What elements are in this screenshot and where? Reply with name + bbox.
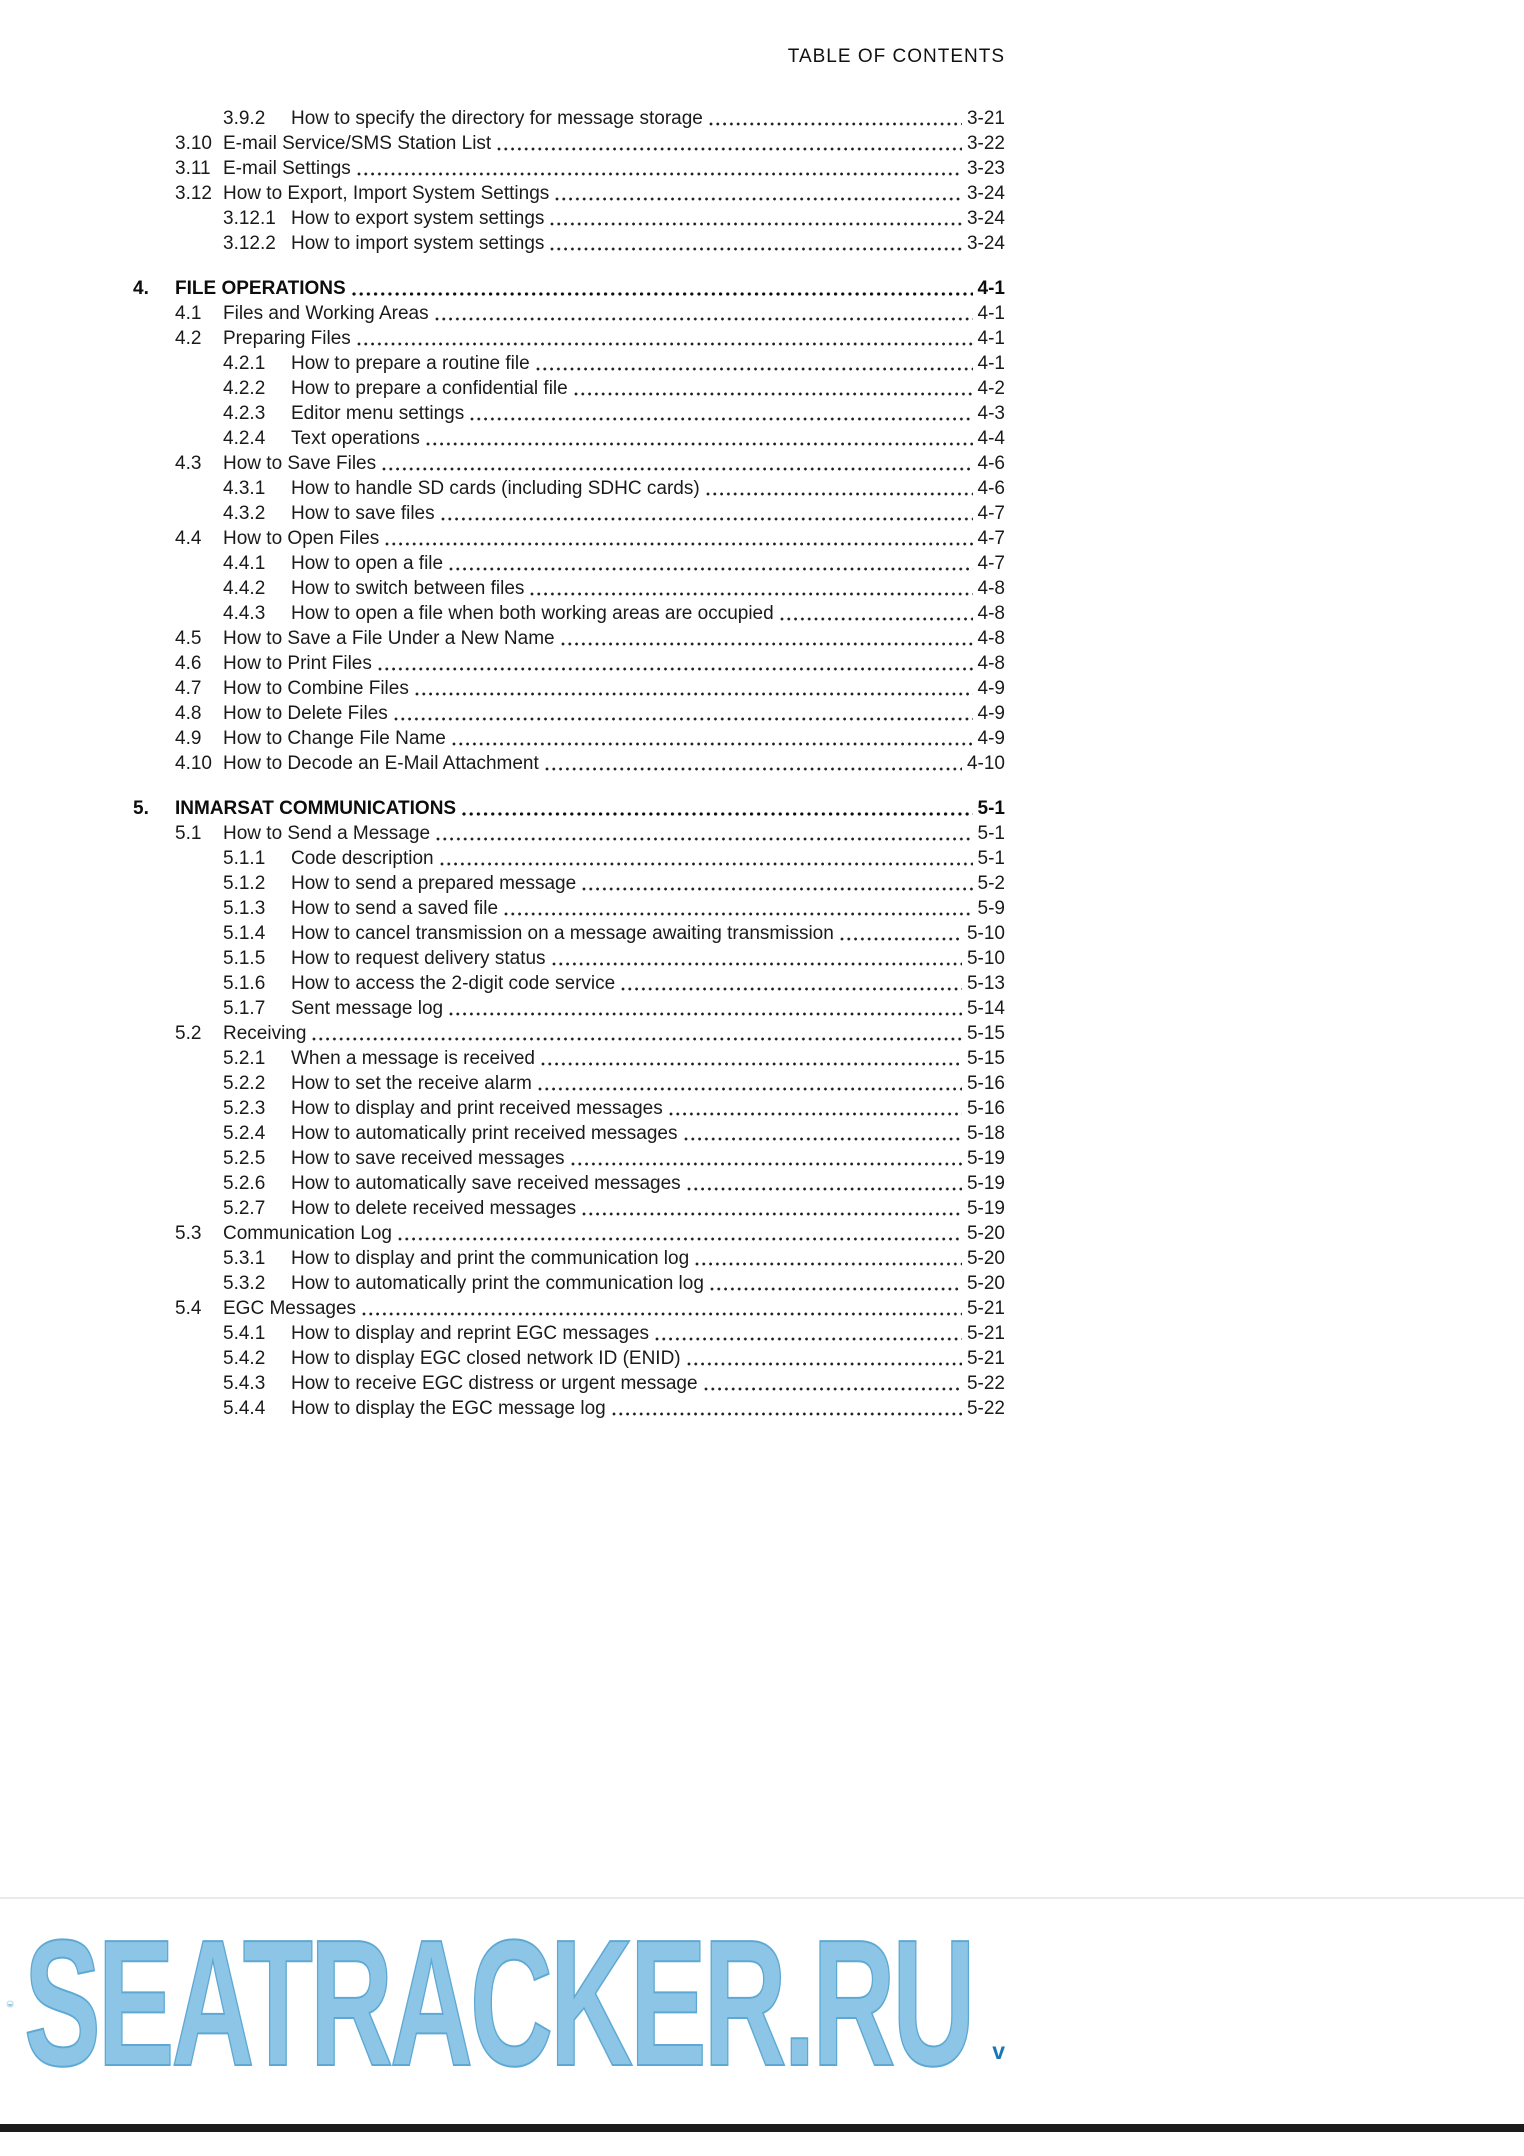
toc-entry-title: Preparing Files <box>223 328 351 349</box>
toc-entry-title: How to prepare a confidential file <box>291 378 568 399</box>
toc-entry-number: 4.4.3 <box>223 603 266 624</box>
toc-leader-dots <box>494 131 965 156</box>
toc-entry-number: 4.4.2 <box>223 578 266 599</box>
toc-entry-number: 5.1 <box>175 823 202 844</box>
toc-entry-title: How to send a saved file <box>291 898 499 919</box>
toc-entry-page: 5-1 <box>977 798 1005 819</box>
toc-entry-title: How to display the EGC message log <box>291 1398 606 1419</box>
toc-row <box>133 846 1005 871</box>
toc-leader-dots <box>777 601 976 626</box>
toc-row <box>133 676 1005 701</box>
toc-entry-number: 5.1.3 <box>223 898 266 919</box>
toc-row <box>133 426 1005 451</box>
toc-entry-page: 5-10 <box>966 948 1005 969</box>
toc-row <box>133 1246 1005 1271</box>
toc-leader-dots <box>701 1371 965 1396</box>
toc-entry-title: How to receive EGC distress or urgent message <box>291 1373 698 1394</box>
toc-row <box>133 451 1005 476</box>
toc-leader-dots <box>354 326 976 351</box>
toc-entry-page: 4-6 <box>977 453 1005 474</box>
toc-leader-dots <box>579 871 975 896</box>
toc-entry-title: How to Decode an E-Mail Attachment <box>223 753 539 774</box>
toc-leader-dots <box>547 231 965 256</box>
toc-entry-number: 5. <box>133 798 149 819</box>
toc-entry-number: 4. <box>133 278 149 299</box>
toc-entry-title: How to Change File Name <box>223 728 446 749</box>
toc-row <box>133 626 1005 651</box>
toc-entry-number: 3.12.2 <box>223 233 276 254</box>
toc-entry-number: 5.2.1 <box>223 1048 266 1069</box>
toc-row <box>133 156 1005 181</box>
toc-leader-dots <box>395 1221 965 1246</box>
toc-entry-page: 5-13 <box>966 973 1005 994</box>
toc-entry-number: 4.3 <box>175 453 202 474</box>
toc-entry-number: 4.9 <box>175 728 202 749</box>
toc-row <box>133 726 1005 751</box>
toc-row <box>133 1046 1005 1071</box>
toc-row <box>133 326 1005 351</box>
toc-row <box>133 651 1005 676</box>
toc-row <box>133 501 1005 526</box>
toc-entry-page: 5-22 <box>966 1373 1005 1394</box>
toc-entry-page: 5-15 <box>966 1023 1005 1044</box>
toc-entry-number: 3.12 <box>175 183 212 204</box>
toc-entry-number: 5.1.5 <box>223 948 266 969</box>
toc-entry-title: How to Open Files <box>223 528 380 549</box>
toc-row <box>133 751 1005 776</box>
toc-entry-title: How to Combine Files <box>223 678 409 699</box>
toc-entry-page: 4-7 <box>977 553 1005 574</box>
toc-leader-dots <box>359 1296 965 1321</box>
toc-entry-page: 4-8 <box>977 603 1005 624</box>
toc-leader-dots <box>432 301 976 326</box>
toc-row <box>133 181 1005 206</box>
toc-entry-number: 3.12.1 <box>223 208 276 229</box>
toc-entry-page: 4-9 <box>977 678 1005 699</box>
toc-entry-title: How to open a file when both working areas are occupied <box>291 603 774 624</box>
toc-entry-page: 5-1 <box>977 823 1005 844</box>
toc-row <box>133 576 1005 601</box>
toc-entry-page: 3-23 <box>966 158 1005 179</box>
toc-entry-page: 5-14 <box>966 998 1005 1019</box>
toc-entry-title: How to Save a File Under a New Name <box>223 628 555 649</box>
toc-entry-title: INMARSAT COMMUNICATIONS <box>175 798 457 819</box>
toc-leader-dots <box>535 1071 965 1096</box>
toc-row <box>133 1021 1005 1046</box>
toc-entry-title: Code description <box>291 848 434 869</box>
toc-leader-dots <box>547 206 965 231</box>
toc-entry-page: 4-1 <box>977 303 1005 324</box>
toc-leader-dots <box>666 1096 965 1121</box>
toc-leader-dots <box>568 1146 965 1171</box>
toc-leader-dots <box>391 701 976 726</box>
toc-row <box>133 1296 1005 1321</box>
toc-entry-page: 5-21 <box>966 1298 1005 1319</box>
toc-entry-page: 4-1 <box>977 328 1005 349</box>
toc-leader-dots <box>652 1321 965 1346</box>
toc-entry-title: How to set the receive alarm <box>291 1073 532 1094</box>
toc-entry-page: 3-22 <box>966 133 1005 154</box>
toc-row <box>133 301 1005 326</box>
toc-entry-title: EGC Messages <box>223 1298 357 1319</box>
toc-entry-number: 5.2.6 <box>223 1173 266 1194</box>
scan-artifact-bottom-edge <box>0 2124 1524 2132</box>
toc-entry-number: 5.4.1 <box>223 1323 266 1344</box>
toc-row <box>133 231 1005 256</box>
toc-entry-page: 3-24 <box>966 233 1005 254</box>
toc-row <box>133 701 1005 726</box>
toc-row <box>133 401 1005 426</box>
toc-leader-dots <box>375 651 976 676</box>
toc-entry-title: Text operations <box>291 428 420 449</box>
toc-entry-page: 5-9 <box>977 898 1005 919</box>
toc-entry-title: Editor menu settings <box>291 403 465 424</box>
toc-entry-title: When a message is received <box>291 1048 535 1069</box>
toc-entry-title: Communication Log <box>223 1223 392 1244</box>
toc-entry-title: How to display and reprint EGC messages <box>291 1323 649 1344</box>
toc-entry-title: How to delete received messages <box>291 1198 577 1219</box>
toc-entry-title: How to specify the directory for message storage <box>291 108 703 129</box>
toc-entry-title: How to Send a Message <box>223 823 431 844</box>
toc-entry-page: 5-19 <box>966 1198 1005 1219</box>
toc-entry-number: 4.2.4 <box>223 428 266 449</box>
toc-entry-number: 3.10 <box>175 133 212 154</box>
toc-entry-number: 5.2 <box>175 1023 202 1044</box>
toc-entry-title: How to request delivery status <box>291 948 546 969</box>
toc-entry-title: How to Print Files <box>223 653 372 674</box>
toc-entry-page: 5-19 <box>966 1148 1005 1169</box>
toc-entry-page: 4-8 <box>977 578 1005 599</box>
toc-entry-title: How to display and print received messages <box>291 1098 663 1119</box>
toc-leader-dots <box>571 376 976 401</box>
toc-entry-page: 4-4 <box>977 428 1005 449</box>
toc-row <box>133 1171 1005 1196</box>
toc-entry-title: Sent message log <box>291 998 444 1019</box>
toc-entry-number: 5.2.3 <box>223 1098 266 1119</box>
toc-row <box>133 351 1005 376</box>
toc-list <box>133 106 1005 1421</box>
toc-entry-number: 4.7 <box>175 678 202 699</box>
toc-entry-number: 4.2.3 <box>223 403 266 424</box>
toc-row <box>133 1071 1005 1096</box>
toc-row <box>133 1121 1005 1146</box>
toc-row <box>133 476 1005 501</box>
toc-entry-number: 3.9.2 <box>223 108 266 129</box>
toc-leader-dots <box>438 501 976 526</box>
toc-entry-title: How to handle SD cards (including SDHC cards) <box>291 478 700 499</box>
toc-entry-number: 4.2 <box>175 328 202 349</box>
toc-entry-number: 4.3.2 <box>223 503 266 524</box>
toc-row <box>133 996 1005 1021</box>
toc-leader-dots <box>467 401 975 426</box>
toc-leader-dots <box>533 351 976 376</box>
toc-leader-dots <box>538 1046 965 1071</box>
toc-leader-dots <box>579 1196 965 1221</box>
toc-row <box>133 1221 1005 1246</box>
toc-entry-number: 5.4.3 <box>223 1373 266 1394</box>
toc-entry-number: 5.2.2 <box>223 1073 266 1094</box>
toc-entry-page: 4-8 <box>977 653 1005 674</box>
toc-entry-title: How to save files <box>291 503 435 524</box>
sun-logo-icon <box>6 1900 14 2108</box>
toc-leader-dots <box>706 106 965 131</box>
toc-entry-number: 4.3.1 <box>223 478 266 499</box>
toc-leader-dots <box>837 921 965 946</box>
toc-leader-dots <box>459 796 975 821</box>
toc-entry-number: 5.1.1 <box>223 848 266 869</box>
toc-entry-title: How to display and print the communication log <box>291 1248 690 1269</box>
toc-leader-dots <box>382 526 975 551</box>
toc-leader-dots <box>527 576 975 601</box>
toc-entry-number: 4.10 <box>175 753 212 774</box>
toc-row <box>133 1271 1005 1296</box>
toc-row <box>133 1371 1005 1396</box>
toc-leader-dots <box>549 946 965 971</box>
toc-entry-number: 4.1 <box>175 303 202 324</box>
page-header-title: TABLE OF CONTENTS <box>787 46 1005 67</box>
toc-entry-title: How to Delete Files <box>223 703 388 724</box>
toc-entry-page: 5-18 <box>966 1123 1005 1144</box>
toc-entry-title: How to export system settings <box>291 208 545 229</box>
toc-leader-dots <box>707 1271 965 1296</box>
toc-entry-number: 4.5 <box>175 628 202 649</box>
toc-entry-title: How to open a file <box>291 553 444 574</box>
toc-entry-page: 5-20 <box>966 1223 1005 1244</box>
toc-entry-page: 5-19 <box>966 1173 1005 1194</box>
toc-leader-dots <box>681 1121 965 1146</box>
toc-row <box>133 376 1005 401</box>
toc-entry-page: 5-21 <box>966 1348 1005 1369</box>
toc-row <box>133 206 1005 231</box>
toc-row <box>133 946 1005 971</box>
toc-entry-page: 4-1 <box>977 278 1005 299</box>
toc-entry-title: How to Save Files <box>223 453 377 474</box>
toc-entry-title: How to switch between files <box>291 578 525 599</box>
toc-entry-page: 4-1 <box>977 353 1005 374</box>
toc-leader-dots <box>558 626 976 651</box>
toc-entry-title: How to cancel transmission on a message awaiting transmission <box>291 923 834 944</box>
toc-row <box>133 1346 1005 1371</box>
toc-entry-title: How to save received messages <box>291 1148 565 1169</box>
toc-entry-page: 5-21 <box>966 1323 1005 1344</box>
toc-leader-dots <box>446 996 965 1021</box>
toc-entry-title: How to automatically save received messages <box>291 1173 681 1194</box>
watermark <box>6 1898 1506 2110</box>
toc-entry-page: 4-7 <box>977 528 1005 549</box>
toc-entry-number: 5.1.4 <box>223 923 266 944</box>
toc-row <box>133 871 1005 896</box>
toc-row <box>133 1146 1005 1171</box>
toc-entry-number: 5.4 <box>175 1298 202 1319</box>
toc-entry-page: 4-9 <box>977 728 1005 749</box>
toc-entry-number: 5.3 <box>175 1223 202 1244</box>
toc-entry-number: 4.4.1 <box>223 553 266 574</box>
toc-leader-dots <box>542 751 965 776</box>
toc-leader-dots <box>423 426 976 451</box>
toc-entry-page: 4-10 <box>966 753 1005 774</box>
toc-entry-page: 5-16 <box>966 1073 1005 1094</box>
toc-entry-number: 4.8 <box>175 703 202 724</box>
toc-entry-number: 5.2.7 <box>223 1198 266 1219</box>
toc-entry-number: 4.2.2 <box>223 378 266 399</box>
toc-entry-page: 5-22 <box>966 1398 1005 1419</box>
toc-entry-page: 3-21 <box>966 108 1005 129</box>
toc-leader-dots <box>349 276 976 301</box>
toc-entry-page: 5-1 <box>977 848 1005 869</box>
toc-row <box>133 1196 1005 1221</box>
toc-entry-number: 5.1.2 <box>223 873 266 894</box>
toc-entry-page: 5-20 <box>966 1248 1005 1269</box>
toc-entry-page: 5-10 <box>966 923 1005 944</box>
toc-row <box>133 921 1005 946</box>
toc-leader-dots <box>684 1171 965 1196</box>
toc-entry-page: 3-24 <box>966 208 1005 229</box>
toc-leader-dots <box>501 896 976 921</box>
toc-entry-page: 4-7 <box>977 503 1005 524</box>
toc-row <box>133 1096 1005 1121</box>
toc-row <box>133 131 1005 156</box>
toc-entry-page: 4-3 <box>977 403 1005 424</box>
toc-entry-title: How to display EGC closed network ID (ENID) <box>291 1348 681 1369</box>
toc-row <box>133 1396 1005 1421</box>
toc-entry-title: How to import system settings <box>291 233 545 254</box>
toc-entry-page: 5-15 <box>966 1048 1005 1069</box>
toc-row <box>133 106 1005 131</box>
toc-entry-number: 4.6 <box>175 653 202 674</box>
toc-entry-page: 4-8 <box>977 628 1005 649</box>
toc-leader-dots <box>552 181 965 206</box>
toc-entry-number: 5.1.7 <box>223 998 266 1019</box>
toc-entry-title: Receiving <box>223 1023 307 1044</box>
toc-leader-dots <box>609 1396 965 1421</box>
toc-entry-title: FILE OPERATIONS <box>175 278 346 299</box>
toc-entry-number: 5.3.1 <box>223 1248 266 1269</box>
toc-entry-page: 5-20 <box>966 1273 1005 1294</box>
toc-entry-number: 3.11 <box>175 158 211 179</box>
toc-leader-dots <box>618 971 965 996</box>
toc-entry-number: 5.3.2 <box>223 1273 266 1294</box>
toc-row <box>133 821 1005 846</box>
toc-entry-number: 5.2.4 <box>223 1123 266 1144</box>
toc-row <box>133 896 1005 921</box>
toc-entry-number: 4.4 <box>175 528 202 549</box>
toc-entry-number: 5.4.4 <box>223 1398 266 1419</box>
toc-entry-title: How to automatically print received messages <box>291 1123 678 1144</box>
toc-row <box>133 551 1005 576</box>
toc-leader-dots <box>354 156 965 181</box>
toc-entry-number: 4.2.1 <box>223 353 266 374</box>
toc-leader-dots <box>684 1346 965 1371</box>
toc-entry-page: 5-2 <box>977 873 1005 894</box>
toc-leader-dots <box>692 1246 965 1271</box>
toc-row <box>133 526 1005 551</box>
toc-entry-page: 4-2 <box>977 378 1005 399</box>
toc-entry-title: How to automatically print the communication log <box>291 1273 704 1294</box>
toc-entry-title: E-mail Service/SMS Station List <box>223 133 492 154</box>
toc-entry-page: 4-6 <box>977 478 1005 499</box>
toc-entry-page: 5-16 <box>966 1098 1005 1119</box>
toc-entry-number: 5.1.6 <box>223 973 266 994</box>
toc-row <box>133 276 1005 301</box>
toc-entry-number: 5.4.2 <box>223 1348 266 1369</box>
toc-entry-title: How to send a prepared message <box>291 873 577 894</box>
toc-leader-dots <box>412 676 976 701</box>
watermark-text: SEATRACKER.RU <box>24 1903 973 2104</box>
toc-entry-title: How to Export, Import System Settings <box>223 183 550 204</box>
toc-entry-number: 5.2.5 <box>223 1148 266 1169</box>
toc-leader-dots <box>446 551 975 576</box>
toc-leader-dots <box>379 451 975 476</box>
toc-row <box>133 601 1005 626</box>
toc-leader-dots <box>433 821 976 846</box>
toc-entry-title: How to prepare a routine file <box>291 353 530 374</box>
toc-leader-dots <box>449 726 976 751</box>
toc-entry-title: How to access the 2-digit code service <box>291 973 616 994</box>
toc-row <box>133 1321 1005 1346</box>
toc-entry-page: 3-24 <box>966 183 1005 204</box>
toc-content <box>133 46 1005 1421</box>
toc-row <box>133 971 1005 996</box>
toc-entry-title: Files and Working Areas <box>223 303 429 324</box>
toc-leader-dots <box>309 1021 965 1046</box>
toc-leader-dots <box>703 476 976 501</box>
toc-entry-title: E-mail Settings <box>223 158 351 179</box>
toc-row <box>133 796 1005 821</box>
page-number-footer: v <box>992 2038 1005 2064</box>
toc-leader-dots <box>437 846 976 871</box>
toc-entry-page: 4-9 <box>977 703 1005 724</box>
